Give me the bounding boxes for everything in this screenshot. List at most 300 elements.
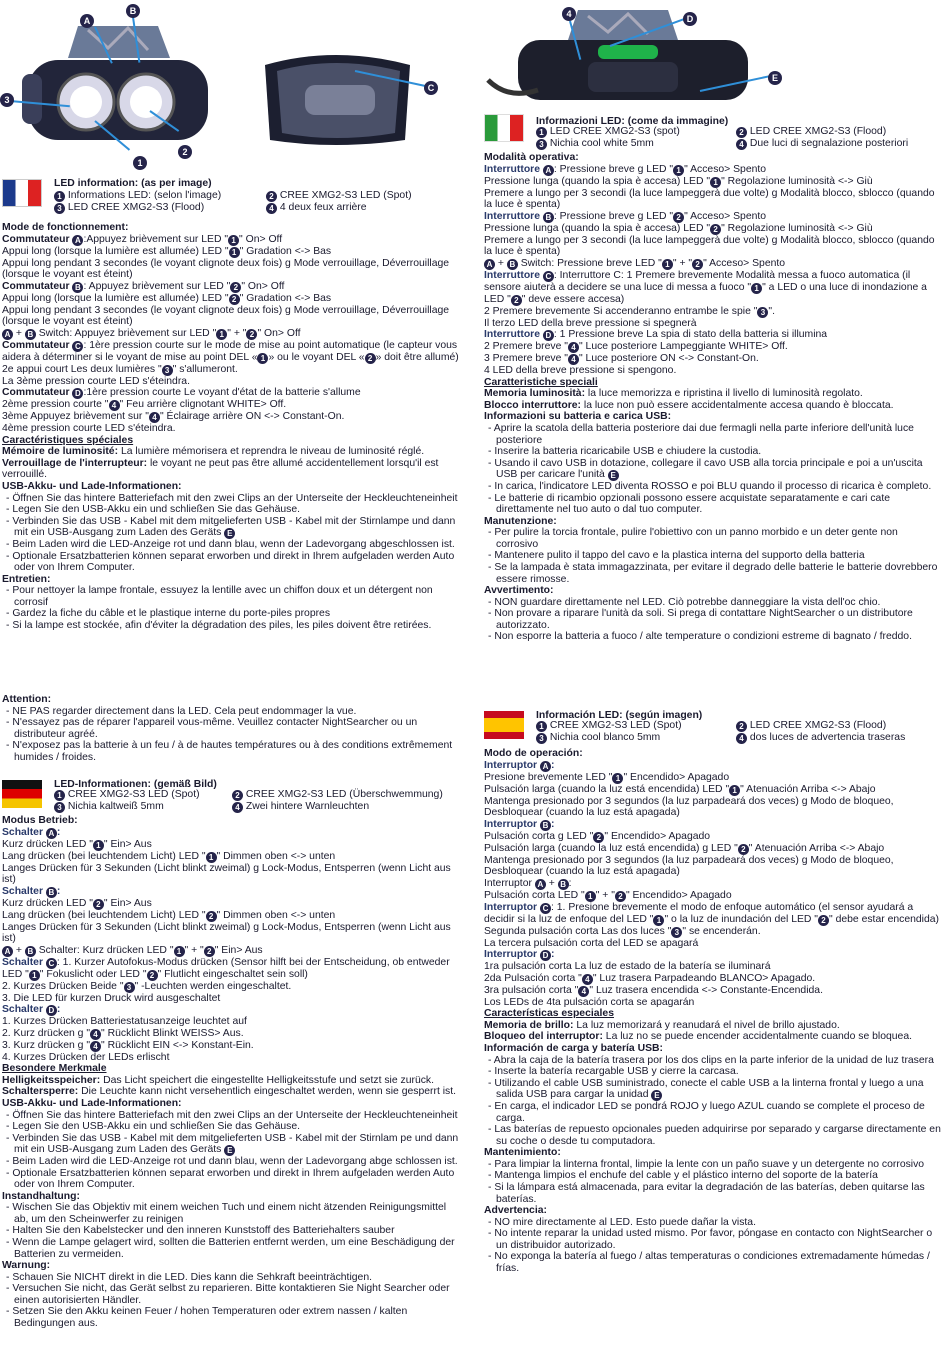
fr-maint-item: - Pour nettoyer la lampe frontale, essuyez la lentille avec un chiffon doux et un détergent non corrosif (6, 585, 433, 608)
de-usb-item: - Optionale Ersatzbatterien können separat erworben und direkt in Ihrem aufgeladen werden Auto oder von Ihrem Computer. (6, 1167, 455, 1191)
fr-warn-item: - N'exposez pas la batterie à un feu / à de hautes températures ou à des conditions extrêmement humides / froides. (6, 740, 453, 763)
num-3-icon: 3 (536, 733, 547, 744)
de-ab-text: " Ein> Aus (214, 944, 263, 956)
es-a-text: Presione brevemente LED " (484, 771, 613, 783)
it-legend-item: Due luci di segnalazione posteriori (749, 138, 909, 149)
fr-usb-item: - Beim Laden wird die LED-Anzeige rot und dann blau, wenn der Ladevorgang abgeschlossen ist. (6, 539, 455, 551)
it-usb-item: - In carica, l'indicatore LED diventa ROSSO e poi BLU quando il processo di ricarica è completo. (488, 481, 932, 493)
num-1-icon: 1 (93, 840, 104, 851)
fr-warn-title: Attention: (2, 694, 52, 705)
de-d-text: 3. Kurz drücken g " (2, 1039, 91, 1051)
fr-a-text: " Gradation <-> Bas (239, 245, 332, 257)
fr-c-text: 2e appui court Les deux lumières " (2, 363, 162, 375)
fr-switch-label: Commutateur (2, 339, 70, 351)
de-c-text: : 1. Kurzer Autofokus-Modus drücken (Sensor hilft bei der Entscheidung, ob entweder LED " (2, 956, 450, 980)
num-2-icon: 2 (266, 191, 277, 202)
it-switch-label: Interruttore (484, 329, 540, 341)
es-d-text: Los LEDs de 4ta pulsación corta se apagarán (484, 996, 695, 1008)
switch-a-icon: A (46, 828, 57, 839)
fr-usb-item: - Legen Sie den USB-Akku ein und schließen Sie das Gehäuse. (6, 504, 301, 516)
switch-d-icon: D (540, 950, 551, 961)
es-d-text: " Luz trasera encendida <-> Constante-Encendida. (589, 984, 823, 996)
es-a-text: " Encendido> Apagado (623, 771, 730, 783)
num-1-icon: 1 (229, 247, 240, 258)
num-1-icon: 1 (751, 283, 762, 294)
it-legend (484, 114, 942, 152)
switch-b-icon: B (25, 946, 36, 957)
switch-a-icon: A (2, 946, 13, 957)
fr-b-text: " Gradation <-> Bas (239, 292, 332, 304)
num-1-icon: 1 (54, 191, 65, 202)
it-d-text: : 1 Pressione breve La spia di stato della batteria si illumina (553, 329, 828, 341)
num-2-icon: 2 (229, 294, 240, 305)
es-b-text: Mantenga presionado por 3 segundos (la luz parpadeará dos veces) g Modo de bloqueo, Desbloquear (cuando la luz está apagada) (484, 854, 894, 878)
fr-warn-item: - NE PAS regarder directement dans la LED. Cela peut endommager la vue. (6, 705, 357, 717)
fr-d-text: " Feu arrière clignotant WHITE> Off. (119, 399, 287, 411)
callout-2-marker: 2 (178, 145, 192, 159)
switch-c-icon: C (540, 903, 551, 914)
it-b-text: : Pressione breve g LED " (553, 210, 674, 222)
es-b-text: " Atenuación Arriba <-> Abajo (748, 842, 885, 854)
it-d-text: " Luce posteriore ON <-> Constant-On. (578, 353, 759, 365)
de-legend-item: CREE XMG2-S3 LED (Spot) (67, 789, 200, 800)
de-d-text: 4. Kurzes Drücken der LEDs erlischt (2, 1051, 170, 1063)
es-usb-item: - Abra la caja de la batería trasera por los dos clips en la parte inferior de la unidad de luz trasera (488, 1054, 934, 1066)
de-legend-item: Nichia kaltweiß 5mm (67, 801, 164, 812)
de-warn-item: - Setzen Sie den Akku keinen Feuer / hohen Temperaturen oder extrem nassen / kalten Bedingungen aus. (6, 1306, 408, 1329)
num-1-icon: 1 (29, 970, 40, 981)
it-d-text: " Luce posteriore Lampeggiante WHITE> Off. (578, 341, 788, 353)
es-mem-label: Memoria de brillo: (484, 1019, 574, 1031)
switch-b-icon: B (46, 887, 57, 898)
fr-b-text: " On> Off (241, 280, 285, 292)
es-mode-title: Modo de operación: (484, 748, 583, 759)
fr-a-text: Appui long (lorsque la lumière est allumée) LED " (2, 245, 229, 257)
fr-lock-text: le voyant ne peut pas être allumé accidentellement lorsqu'il est verrouillé. (2, 457, 439, 481)
fr-usb-item: - Optionale Ersatzbatterien können separat erworben und direkt in Ihrem aufgeladen werden Auto oder von Ihrem Computer. (6, 550, 455, 574)
es-c-text: " se encenderán. (682, 925, 761, 937)
switch-d-icon: D (72, 388, 83, 399)
it-warn-item: - NON guardare direttamente nel LED. Ciò potrebbe danneggiare la vista dell'oc chio. (488, 596, 881, 608)
es-switch-label: Interruptor (484, 818, 538, 830)
num-4-icon: 4 (90, 1041, 101, 1052)
it-mem-text: la luce memorizza e ripristina il livello di luminosità regolato. (585, 388, 863, 400)
num-4-icon: 4 (582, 974, 593, 985)
num-4-icon: 4 (90, 1029, 101, 1040)
switch-b-icon: B (25, 329, 36, 340)
headlamp-top-photo (255, 45, 420, 150)
num-1-icon: 1 (536, 127, 547, 138)
it-maint-title: Manutenzione: (484, 515, 557, 527)
de-switch-label: Schalter (2, 826, 44, 838)
de-maint-item: - Wischen Sie das Objektiv mit einem weichen Tuch und einem nicht ätzenden Reinigungsmittel ab, um den Scheinwerfer zu reinigen (6, 1202, 447, 1225)
it-d-text: 2 Premere breve " (484, 341, 568, 353)
num-4-icon: 4 (266, 203, 277, 214)
fr-usb-item: - Verbinden Sie das USB - Kabel mit dem mitgelieferten USB - Kabel mit der Stirnlampe und dann mit ein USB-Ausgang zum Laden des Geräts (6, 515, 456, 539)
fr-usb-title: USB-Akku- und Lade-Informationen: (2, 481, 182, 493)
switch-a-icon: A (72, 235, 83, 246)
de-a-text: Langes Drücken für 3 Sekunden (Licht blinkt zweimal) g Lock-Modus, Entsperren (wenn Licht aus ist) (2, 862, 451, 886)
de-a-text: " Dimmen oben <-> unten (216, 850, 336, 862)
it-warn-item: - Non provare a riparare l'unità da soli. Si prega di contattare NightSearcher o un distributore autorizzato. (488, 608, 913, 631)
it-d-text: 4 LED della breve pressione si spengono. (484, 365, 677, 377)
num-3-icon: 3 (536, 139, 547, 150)
num-3-icon: 3 (124, 982, 135, 993)
es-spec-title: Características especiales (484, 1008, 614, 1020)
num-2-icon: 2 (673, 212, 684, 223)
it-usb-title: Informazioni su batteria e carica USB: (484, 411, 672, 423)
it-switch-label: Interruttore (484, 163, 540, 175)
num-4-icon: 4 (568, 342, 579, 353)
it-maint-item: - Per pulire la torcia frontale, pulire l'obiettivo con un panno morbido e un deter gente non corrosivo (488, 527, 898, 550)
callout-e-marker: E (768, 71, 782, 85)
de-maint-title: Instandhaltung: (2, 1190, 80, 1202)
es-switch-label: Interruptor (484, 901, 538, 913)
fr-maint-item: - Gardez la fiche du câble et le plastique interne du porte-piles propres (6, 608, 331, 620)
num-4-icon: 4 (736, 733, 747, 744)
it-c-text: Il terzo LED della breve pressione si spegnerà (484, 317, 697, 329)
fr-b-text: : Appuyez brièvement sur LED " (83, 280, 231, 292)
de-switch-label: Schalter (2, 956, 44, 968)
de-lock-text: Die Leuchte kann nicht versehentlich eingeschaltet werden, wenn sie gesperrt ist. (78, 1086, 456, 1098)
it-spec-title: Caratteristiche speciali (484, 376, 598, 388)
fr-b-text: Appui long pendant 3 secondes (le voyant clignote deux fois) g Mode verrouillage, Déverrouillage (lorsque le voyant est éteint) (2, 304, 450, 328)
de-a-text: Lang drücken (bei leuchtendem Licht) LED " (2, 850, 206, 862)
es-maint-title: Mantenimiento: (484, 1147, 561, 1159)
france-flag-icon (2, 179, 42, 207)
it-b-text: " Regolazione luminosità <-> Giù (721, 222, 873, 234)
it-usb-item: - Inserire la batteria ricaricabile USB e chiudere la custodia. (488, 446, 762, 458)
num-3-icon: 3 (54, 203, 65, 214)
fr-a-text: Appui long pendant 3 secondes (le voyant clignote deux fois) g Mode verrouillage, Déverrouillage (lorsque le voyant est éteint) (2, 257, 450, 281)
de-usb-title: USB-Akku- und Lade-Informationen: (2, 1098, 182, 1110)
switch-e-icon: E (608, 470, 619, 481)
es-b-text: Pulsación larga (cuando la luz está encendida) g LED " (484, 842, 738, 854)
switch-a-icon: A (484, 259, 495, 270)
es-warn-item: - No intente reparar la unidad usted mismo. Por favor, póngase en contacto con NightSearcher o un distribuidor autorizado. (488, 1228, 933, 1251)
switch-a-icon: A (535, 879, 546, 890)
de-legend-item: CREE XMG2-S3 LED (Überschwemmung) (245, 789, 443, 800)
de-d-text: " Rücklicht Blinkt WEISS> Aus. (101, 1027, 244, 1039)
num-4-icon: 4 (109, 400, 120, 411)
num-2-icon: 2 (736, 127, 747, 138)
fr-lock-label: Verrouillage de l'interrupteur: (2, 457, 148, 469)
num-1-icon: 1 (585, 891, 596, 902)
num-1-icon: 1 (174, 946, 185, 957)
es-warn-item: - NO mire directamente al LED. Esto puede dañar la vista. (488, 1216, 756, 1228)
it-a-text: " Acceso> Spento (684, 163, 767, 175)
es-b-text: Pulsación corta g LED " (484, 830, 594, 842)
switch-e-icon: E (224, 1145, 235, 1156)
es-mem-text: La luz memorizará y reanudará el nivel de brillo ajustado. (573, 1019, 840, 1031)
num-2-icon: 2 (710, 224, 721, 235)
es-maint-item: - Si la lámpara está almacenada, para evitar la degradación de las baterías, deben quitarse las baterías. (488, 1182, 925, 1205)
it-ab-text: Switch: Pressione breve LED " (517, 257, 662, 269)
switch-b-icon: B (72, 282, 83, 293)
es-lock-text: La luz no se puede encender accidentalmente cuando se bloquea. (602, 1031, 912, 1043)
fr-switch-label: Commutateur (2, 280, 70, 292)
de-b-text: " Ein> Aus (103, 897, 152, 909)
num-3-icon: 3 (54, 802, 65, 813)
es-ab-text: " + " (595, 889, 615, 901)
de-b-text: " Dimmen oben <-> unten (216, 909, 336, 921)
it-a-text: Pressione lunga (quando la spia è accesa) LED " (484, 175, 711, 187)
fr-c-text: : 1ère pression courte sur le mode de mise au point automatique (le capteur vous aidera à déterminer si le voyant de mise au point DEL « (2, 339, 458, 363)
de-warn-title: Warnung: (2, 1260, 51, 1272)
es-d-text: 2da Pulsación corta " (484, 972, 582, 984)
fr-ab-text: " On> Off (257, 327, 301, 339)
es-legend-item: dos luces de advertencia traseras (749, 732, 906, 743)
fr-legend-title: LED information: (as per image) (54, 178, 212, 189)
it-c-text: " a LED o una luce di inondazione a LED " (484, 281, 927, 305)
es-ab-text: Interruptor (484, 877, 532, 889)
de-maint-item: - Halten Sie den Kabelstecker und den inneren Kunststoff des Batteriehalters sauber (6, 1225, 395, 1237)
num-1-icon: 1 (216, 329, 227, 340)
fr-d-text: 2ème pression courte " (2, 399, 109, 411)
it-mode-title: Modalità operativa: (484, 152, 579, 163)
it-maint-item: - Mantenere pulito il tappo del cavo e la plastica interna del supporto della batteria (488, 550, 865, 562)
num-2-icon: 2 (230, 282, 241, 293)
it-c-text: " deve essere accesa) (521, 293, 625, 305)
fr-c-text: " s'allumeront. (172, 363, 238, 375)
callout-b-marker: B (126, 4, 140, 18)
fr-mem-label: Mémoire de luminosité: (2, 446, 119, 458)
de-mem-text: Das Licht speichert die eingestellte Helligkeitsstufe und setzt sie zurück. (100, 1074, 435, 1086)
fr-a-text: " On> Off (239, 233, 283, 245)
de-a-text: Kurz drücken LED " (2, 838, 93, 850)
es-c-text: Segunda pulsación corta Las dos luces " (484, 925, 672, 937)
de-c-text: " -Leuchten werden eingeschaltet. (134, 980, 292, 992)
it-c-text: 2 Premere brevemente Si accenderanno entrambe le spie " (484, 305, 758, 317)
switch-b-icon: B (543, 212, 554, 223)
fr-legend-item: Informations LED: (selon l'image) (67, 190, 222, 201)
it-usb-item: - Le batterie di ricambio opzionali possono essere acquistate separatamente e cari cate direttamente nel tuo auto o dal tuo computer. (488, 492, 890, 516)
de-warn-item: - Schauen Sie NICHT direkt in die LED. Dies kann die Sehkraft beeinträchtigen. (6, 1271, 372, 1283)
de-d-text: 2. Kurz drücken g " (2, 1027, 91, 1039)
german-section: LED-Informationen: (gemäß Bild) 1 CREE XMG2-S3 LED (Spot) 2 CREE XMG2-S3 LED (Überschwemmung) 3 Nichia kaltweiß 5mm 4 Zwei hintere Warnleuchten Modus Betrieb: Schalter A : Kurz drücken LED " 1 " Ein> Aus Lang drücken (bei leuchtendem Licht) LED " 1 " Dimmen oben <-> unten Langes Drücken für 3 Sekunden (Licht blinkt zweimal) g Lock-Modus, Entsperren (wenn Licht aus ist) Schalter B : Kurz drücken LED " 2 " Ein> Aus Lang drücken (bei leuchtendem Licht) LED " 2 " Dimmen oben <-> unten Langes Drücken für 3 Sekunden (Licht blinkt zweimal) g Lock-Modus, Entsperren (wenn Licht aus ist) A + B Schalter: Kurz drücken LED " 1 " + " 2 " Ein> Aus Schalter C : 1. Kurzer Autofokus-Modus drücken (Sensor hilft bei der Entscheidung, ob entweder LED " 1 " Fokuslicht oder LED " 2 " Flutlicht eingeschaltet sein soll) 2. Kurzes Drücken Beide " 3 " -Leuchten werden eingeschaltet. 3. Die LED für kurzen Druck wird ausgeschaltet Schalter D : 1. Kurzes Drücken Batteriestatusanzeige leuchtet auf 2. Kurz drücken g " 4 " Rücklicht Blinkt WEISS> Aus. 3. Kurz drücken g " 4 " Rücklicht EIN <-> Konstant-Ein. 4. Kurzes Drücken der LEDs erlischt Besondere Merkmale Helligkeitsspeicher: Das Licht speichert die eingestellte Helligkeitsstufe und setzt sie zurück. Schaltersperre: Die Leuchte kann nicht versehentlich eingeschaltet werden, wenn sie gesperrt ist. USB-Akku- und Lade-Informationen: - Öffnen Sie das hintere Batteriefach mit den zwei Clips an der Unterseite der Heckleuchteneinheit - Legen Sie den USB-Akku ein und schließen Sie das Gehäuse. - Verbinden Sie das USB - Kabel mit dem mitgelieferten USB - Kabel mit der Stirnlam pe und dann mit ein USB-Ausgang zum Laden des Geräts E - Beim Laden wird die LED-Anzeige rot und dann blau, wenn der Ladevorgang abge schlossen ist. - Optionale Ersatzbatterien können separat erworben und direkt in Ihrem aufgeladen werden Auto oder von Ihrem Computer. Instandhaltung: - Wischen Sie das Objektiv mit einem weichen Tuch und einem nicht ätzenden Reinigungsmittel ab, um den Scheinwerfer zu reinigen - Halten Sie den Kabelstecker und den inneren Kunststoff des Batteriehalters sauber - Wenn die Lampe gelagert wird, sollten die Batterien entfernt werden, um eine Beschädigung der Batterien zu vermeiden. Warnung: - Schauen Sie NICHT direkt in die LED. Dies kann die Sehkraft beeinträchtigen. - Versuchen Sie nicht, das Gerät selbst zu reparieren. Bitte kontaktieren Sie Night Searcher oder einen autorisierten Händler. - Setzen Sie den Akku keinen Feuer / hohen Temperaturen oder extrem nassen / kalten Bedingungen aus. (2, 779, 459, 1329)
es-ab-text: Pulsación corta LED " (484, 889, 585, 901)
it-ab-text: " Acceso> Spento (703, 257, 786, 269)
it-b-text: Pressione lunga (quando la spia è accesa) LED " (484, 222, 711, 234)
it-ab-text: " + " (672, 257, 693, 269)
switch-b-icon: B (507, 259, 518, 270)
italian-section: Informazioni LED: (come da immagine) 1 LED CREE XMG2-S3 (spot) 2 LED CREE XMG2-S3 (Flood) 3 Nichia cool white 5mm 4 Due luci di segnalazione posteriori Modalità operativa: Interruttore A : Pressione breve g LED " 1 " Acceso> Spento Pressione lunga (quando la spia è accesa) LED " 1 " Regolazione luminosità <-> Giù Premere a lungo per 3 secondi (la luce lampeggerà due volte) g Modalità blocco, sblocco (quando la luce è spenta) Interruttore B : Pressione breve g LED " 2 " Acceso> Spento Pressione lunga (quando la spia è accesa) LED " 2 " Regolazione luminosità <-> Giù Premere a lungo per 3 secondi (la luce lampeggerà due volte) g Modalità blocco, sblocco (quando la luce è spenta) A + B Switch: Pressione breve LED " 1 " + " 2 " Acceso> Spento Interruttore C : Interruttore C: 1 Premere brevemente Modalità messa a fuoco automatica (il sensore aiuterà a decidere se una luce di messa a fuoco " 1 " a LED o una luce di inondazione a LED " 2 " deve essere accesa) 2 Premere brevemente Si accenderanno entrambe le spie " 3 ". Il terzo LED della breve pressione si spegnerà Interruttore D : 1 Pressione breve La spia di stato della batteria si illumina 2 Premere breve " 4 " Luce posteriore Lampeggiante WHITE> Off. 3 Premere breve " 4 " Luce posteriore ON <-> Constant-On. 4 LED della breve pressione si spengono. Caratteristiche speciali Memoria luminosità: la luce memorizza e ripristina il livello di luminosità regolato. Blocco interruttore: la luce non può essere accidentalmente accesa quando è bloccata. Informazioni su batteria e carica USB: - Aprire la scatola della batteria posteriore dai due fermagli nella parte inferiore dell'unità luce posteriore - Inserire la batteria ricaricabile USB e chiudere la custodia. - Usando il cavo USB in dotazione, collegare il cavo USB alla torcia principale e poi a un'uscita USB per caricare l'unità E - In carica, l'indicatore LED diventa ROSSO e poi BLU quando il processo di ricarica è completo. - Le batterie di ricambio opzionali possono essere acquistate separatamente e cari cate direttamente nel tuo auto o dal tuo computer. Manutenzione: - Per pulire la torcia frontale, pulire l'obiettivo con un panno morbido e un deter gente non corrosivo - Mantenere pulito il tappo del cavo e la plastica interna del supporto della batteria - Se la lampada è stata immagazzinata, per evitare il degrado delle batterie le batterie dovrebbero essere rimosse. Avvertimento: - NON guardare direttamente nel LED. Ciò potrebbe danneggiare la vista dell'oc chio. - Non provare a riparare l'unità da soli. Si prega di contattare NightSearcher o un distributore autorizzato. - Non esporre la batteria a fuoco / alte temperature o condizioni estreme di bagnato / freddo. (484, 114, 942, 643)
rear-light-photo (478, 10, 778, 110)
switch-c-icon: C (72, 341, 83, 352)
de-spec-title: Besondere Merkmale (2, 1063, 107, 1075)
de-c-text: " Flutlicht eingeschaltet sein soll) (157, 968, 308, 980)
fr-d-text: :1ère pression courte Le voyant d'état de la batterie s'allume (83, 387, 361, 399)
switch-c-icon: C (46, 958, 57, 969)
num-4-icon: 4 (568, 354, 579, 365)
num-3-icon: 3 (671, 927, 682, 938)
es-warn-title: Advertencia: (484, 1205, 547, 1217)
num-4-icon: 4 (736, 139, 747, 150)
es-d-text: 1ra pulsación corta La luz de estado de la batería se iluminará (484, 961, 771, 973)
de-mode-title: Modus Betrieb: (2, 815, 78, 826)
fr-legend-item: LED CREE XMG2-S3 (Flood) (67, 202, 205, 213)
de-usb-item: - Öffnen Sie das hintere Batteriefach mit den zwei Clips an der Unterseite der Heckleuchteneinheit (6, 1109, 458, 1121)
de-c-text: 2. Kurzes Drücken Beide " (2, 980, 124, 992)
it-lock-text: la luce non può essere accidentalmente accesa quando è bloccata. (581, 399, 894, 411)
num-1-icon: 1 (662, 259, 673, 270)
de-d-text: " Rücklicht EIN <-> Konstant-Ein. (101, 1039, 254, 1051)
it-mem-label: Memoria luminosità: (484, 388, 586, 400)
num-4-icon: 4 (149, 412, 160, 423)
es-c-text: La tercera pulsación corta del LED se apagará (484, 937, 699, 949)
callout-c-marker: C (424, 81, 438, 95)
fr-d-text: 3ème Appuyez brièvement sur " (2, 411, 149, 423)
num-1-icon: 1 (653, 915, 664, 926)
num-2-icon: 2 (204, 946, 215, 957)
it-a-text: : Pressione breve g LED " (553, 163, 674, 175)
num-3-icon: 3 (162, 365, 173, 376)
num-1-icon: 1 (673, 165, 684, 176)
num-2-icon: 2 (93, 899, 104, 910)
es-warn-item: - No exponga la batería al fuego / altas temperaturas o condiciones extremadamente húmedas / frías. (488, 1251, 930, 1274)
it-legend-item: LED CREE XMG2-S3 (Flood) (749, 126, 887, 137)
es-lock-label: Bloqueo del interruptor: (484, 1031, 603, 1043)
es-usb-title: Información de carga y batería USB: (484, 1043, 664, 1055)
num-1-icon: 1 (612, 773, 623, 784)
callout-d-marker: D (683, 12, 697, 26)
fr-mode-title: Mode de fonctionnement: (2, 222, 129, 233)
de-usb-item: - Legen Sie den USB-Akku ein und schließen Sie das Gehäuse. (6, 1121, 301, 1133)
it-legend-item: LED CREE XMG2-S3 (spot) (549, 126, 680, 137)
es-a-text: Mantenga presionado por 3 segundos (la luz parpadeará dos veces) g Modo de bloqueo, Desbloquear (cuando la luz está apagada) (484, 795, 894, 819)
it-lock-label: Blocco interruttore: (484, 399, 581, 411)
fr-ab-text: Switch: Appuyez brièvement sur LED " (35, 327, 217, 339)
it-usb-item: - Usando il cavo USB in dotazione, collegare il cavo USB alla torcia principale e poi a un'uscita USB per caricare l'unità (488, 457, 923, 481)
de-c-text: 3. Die LED für kurzen Druck wird ausgeschaltet (2, 992, 221, 1004)
de-b-text: Kurz drücken LED " (2, 897, 93, 909)
de-mem-label: Helligkeitsspeicher: (2, 1074, 101, 1086)
de-a-text: " Ein> Aus (103, 838, 152, 850)
switch-e-icon: E (651, 1090, 662, 1101)
switch-e-icon: E (224, 528, 235, 539)
num-2-icon: 2 (738, 844, 749, 855)
it-warn-item: - Non esporre la batteria a fuoco / alte temperature o condizioni estreme di bagnato / freddo. (488, 631, 912, 643)
fr-legend-item: CREE XMG2-S3 LED (Spot) (279, 190, 412, 201)
it-b-text: " Acceso> Spento (684, 210, 767, 222)
switch-c-icon: C (543, 271, 554, 282)
germany-flag-icon (2, 780, 42, 808)
num-2-icon: 2 (818, 915, 829, 926)
num-2-icon: 2 (511, 295, 522, 306)
es-legend-item: CREE XMG2-S3 LED (Spot) (549, 720, 682, 731)
num-2-icon: 2 (593, 832, 604, 843)
switch-a-icon: A (543, 165, 554, 176)
num-1-icon: 1 (710, 177, 721, 188)
es-a-text: " Atenuación Arriba <-> Abajo (740, 783, 876, 795)
de-b-text: Lang drücken (bei leuchtendem Licht) LED " (2, 909, 206, 921)
es-switch-label: Interruptor (484, 759, 538, 771)
it-b-text: Premere a lungo per 3 secondi (la luce lampeggerà due volte) g Modalità blocco, sblocco (quando la luce è spenta) (484, 234, 935, 258)
fr-warning-section (2, 694, 460, 763)
spanish-section: Información LED: (según imagen) 1 CREE XMG2-S3 LED (Spot) 2 LED CREE XMG2-S3 (Flood) 3 Nichia cool blanco 5mm 4 dos luces de advertencia traseras Modo de operación: Interruptor A : Presione brevemente LED " 1 " Encendido> Apagado Pulsación larga (cuando la luz está encendida) LED " 1 " Atenuación Arriba <-> Abajo Mantenga presionado por 3 segundos (la luz parpadeará dos veces) g Modo de bloqueo, Desbloquear (cuando la luz está apagada) Interruptor B : Pulsación corta g LED " 2 " Encendido> Apagado Pulsación larga (cuando la luz está encendida) g LED " 2 " Atenuación Arriba <-> Abajo Mantenga presionado por 3 segundos (la luz parpadeará dos veces) g Modo de bloqueo, Desbloquear (cuando la luz está apagada) Interruptor A + B : Pulsación corta LED " 1 " + " 2 " Encendido> Apagado Interruptor C : 1. Presione brevemente el modo de enfoque automático (el sensor ayudará a decidir si la luz de enfoque del LED " 1 " o la luz de inundación del LED " 2 " debe estar encendida) Segunda pulsación corta Las dos luces " 3 " se encenderán. La tercera pulsación corta del LED se apagará Interruptor D : 1ra pulsación corta La luz de estado de la batería se iluminará 2da Pulsación corta " 4 " Luz trasera Parpadeando BLANCO> Apagado. 3ra pulsación corta " 4 " Luz trasera encendida <-> Constante-Encendida. Los LEDs de 4ta pulsación corta se apagarán Características especiales Memoria de brillo: La luz memorizará y reanudará el nivel de brillo ajustado. Bloqueo del interruptor: La luz no se puede encender accidentalmente cuando se bloquea. Información de carga y batería USB: - Abra la caja de la batería trasera por los dos clips en la parte inferior de la unidad de luz trasera - Inserte la batería recargable USB y cierre la carcasa. - Utilizando el cable USB suministrado, conecte el cable USB a la linterna frontal y luego a una salida USB para cargar la unidad E - En carga, el indicador LED se pondrá ROJO y luego AZUL cuando se complete el proceso de carga. - Las baterías de repuesto opcionales pueden adquirirse por separado y cargarse directamente en su coche o desde tu computadora. Mantenimiento: - Para limpiar la linterna frontal, limpie la lente con un paño suave y un detergente no corrosivo - Mantenga limpios el enchufe del cable y el plástico interno del soporte de la batería - Si la lámpara está almacenada, para evitar la degradación de las baterías, deben quitarse las baterías. Advertencia: - NO mire directamente al LED. Esto puede dañar la vista. - No intente reparar la unidad usted mismo. Por favor, póngase en contacto con NightSearcher o un distribuidor autorizado. - No exponga la batería al fuego / altas temperaturas o condiciones extremadamente húmedas / frías. (484, 710, 941, 1274)
es-usb-item: - Las baterías de repuesto opcionales pueden adquirirse por separado y cargarse directamente en su coche o desde tu computadora. (488, 1124, 941, 1147)
it-maint-item: - Se la lampada è stata immagazzinata, per evitare il degrado delle batterie le batterie dovrebbero essere rimosse. (488, 562, 938, 585)
de-usb-item: - Verbinden Sie das USB - Kabel mit dem mitgelieferten USB - Kabel mit der Stirnlam pe und dann mit ein USB-Ausgang zum Laden des Geräts (6, 1132, 459, 1156)
num-1-icon: 1 (54, 790, 65, 801)
it-a-text: " Regolazione luminosità <-> Giù (721, 175, 873, 187)
es-a-text: Pulsación larga (cuando la luz está encendida) LED " (484, 783, 730, 795)
de-legend (2, 777, 460, 815)
es-switch-label: Interruptor (484, 949, 538, 961)
es-maint-item: - Para limpiar la linterna frontal, limpie la lente con un paño suave y un detergente no corrosivo (488, 1158, 925, 1170)
es-c-text: " o la luz de inundación del LED " (664, 913, 818, 925)
it-switch-label: Interruttore (484, 210, 540, 222)
callout-a-marker: A (80, 14, 94, 28)
es-legend-item: Nichia cool blanco 5mm (549, 732, 661, 743)
switch-d-icon: D (543, 330, 554, 341)
switch-a-icon: A (2, 329, 13, 340)
headlamp-front-photo (8, 18, 218, 148)
num-1-icon: 1 (257, 353, 268, 364)
fr-b-text: Appui long (lorsque la lumière est allumée) LED " (2, 292, 229, 304)
fr-legend-item: 4 deux feux arrière (279, 202, 367, 213)
fr-switch-label: Commutateur (2, 233, 70, 245)
es-d-text: " Luz trasera Parpadeando BLANCO> Apagado. (592, 972, 816, 984)
num-1-icon: 1 (228, 235, 239, 246)
de-maint-item: - Wenn die Lampe gelagert wird, sollten die Batterien entfernt werden, um eine Beschädigung der Batterien zu vermeiden. (6, 1237, 455, 1260)
de-ab-text: " + " (184, 944, 204, 956)
num-2-icon: 2 (365, 353, 376, 364)
es-ab-text: " Encendido> Apagado (625, 889, 732, 901)
de-switch-label: Schalter (2, 885, 44, 897)
de-warn-item: - Versuchen Sie nicht, das Gerät selbst zu reparieren. Bitte kontaktieren Sie Night Searcher oder einen autorisierten Händler. (6, 1283, 450, 1306)
num-1-icon: 1 (536, 721, 547, 732)
de-legend-item: Zwei hintere Warnleuchten (245, 801, 370, 812)
callout-3-marker: 3 (0, 93, 14, 107)
es-usb-item: - En carga, el indicador LED se pondrá ROJO y luego AZUL cuando se complete el proceso de carga. (488, 1101, 925, 1124)
switch-b-icon: B (540, 820, 551, 831)
fr-spec-title: Caractéristiques spéciales (2, 434, 134, 446)
es-b-text: " Encendido> Apagado (604, 830, 711, 842)
num-1-icon: 1 (729, 785, 740, 796)
callout-4-marker: 4 (562, 7, 576, 21)
it-c-text: : Interruttore C: 1 Premere brevemente Modalità messa a fuoco automatica (il sensore aiuterà a decidere se una luce di messa a fuoco " (484, 269, 911, 293)
french-section: LED information: (as per image) 1 Informations LED: (selon l'image) 2 CREE XMG2-S3 LED (Spot) 3 LED CREE XMG2-S3 (Flood) 4 4 deux feux arrière Mode de fonctionnement: Commutateur A :Appuyez brièvement sur LED " 1 " On> Off Appui long (lorsque la lumière est allumée) LED " 1 " Gradation <-> Bas Appui long pendant 3 secondes (le voyant clignote deux fois) g Mode verrouillage, Déverrouillage (lorsque le voyant est éteint) Commutateur B : Appuyez brièvement sur LED " 2 " On> Off Appui long (lorsque la lumière est allumée) LED " 2 " Gradation <-> Bas Appui long pendant 3 secondes (le voyant clignote deux fois) g Mode verrouillage, Déverrouillage (lorsque le voyant est éteint) A + B Switch: Appuyez brièvement sur LED " 1 " + " 2 " On> Off Commutateur C : 1ère pression courte sur le mode de mise au point automatique (le capteur vous aidera à déterminer si le voyant de mise au point DEL « 1 » ou le voyant DEL « 2 » doit être allumé) 2e appui court Les deux lumières " 3 " s'allumeront. La 3ème pression courte LED s'éteindra. Commutateur D :1ère pression courte Le voyant d'état de la batterie s'allume 2ème pression courte " 4 " Feu arrière clignotant WHITE> Off. 3ème Appuyez brièvement sur " 4 " Éclairage arrière ON <-> Constant-On. 4ème pression courte LED s'éteindra. Caractéristiques spéciales Mémoire de luminosité: La lumière mémorisera et reprendra le niveau de luminosité réglé. Verrouillage de l'interrupteur: le voyant ne peut pas être allumé accidentellement lorsqu'il est verrouillé. USB-Akku- und Lade-Informationen: - Öffnen Sie das hintere Batteriefach mit den zwei Clips an der Unterseite der Heckleuchteneinheit - Legen Sie den USB-Akku ein und schließen Sie das Gehäuse. - Verbinden Sie das USB - Kabel mit dem mitgelieferten USB - Kabel mit der Stirnlampe und dann mit ein USB-Ausgang zum Laden des Geräts E - Beim Laden wird die LED-Anzeige rot und dann blau, wenn der Ladevorgang abgeschlossen ist. - Optionale Ersatzbatterien können separat erworben und direkt in Ihrem aufgeladen werden Auto oder von Ihrem Computer. Entretien: - Pour nettoyer la lampe frontale, essuyez la lentille avec un chiffon doux et un détergent non corrosif - Gardez la fiche du câble et le plastique interne du porte-piles propres - Si la lampe est stockée, afin d'éviter la dégradation des piles, les piles doivent être retirées. (2, 178, 459, 632)
fr-maint-item: - Si la lampe est stockée, afin d'éviter la dégradation des piles, les piles doivent être retirées. (6, 620, 432, 632)
de-b-text: Langes Drücken für 3 Sekunden (Licht blinkt zweimal) g Lock-Modus, Entsperren (wenn Licht aus ist) (2, 921, 451, 945)
fr-c-text: » ou le voyant DEL « (268, 351, 365, 363)
de-d-text: 1. Kurzes Drücken Batteriestatusanzeige leuchtet auf (2, 1016, 247, 1028)
es-usb-item: - Utilizando el cable USB suministrado, conecte el cable USB a la linterna frontal y luego a una salida USB para cargar la unidad (488, 1077, 924, 1101)
num-2-icon: 2 (206, 911, 217, 922)
spain-flag-icon (484, 711, 524, 739)
es-c-text: " debe estar encendida) (829, 913, 939, 925)
de-usb-item: - Beim Laden wird die LED-Anzeige rot und dann blau, wenn der Ladevorgang abge schlossen ist. (6, 1156, 458, 1168)
it-warn-title: Avvertimento: (484, 585, 554, 597)
fr-d-text: 4ème pression courte LED s'éteindra. (2, 423, 176, 435)
switch-a-icon: A (540, 761, 551, 772)
fr-a-text: :Appuyez brièvement sur LED " (83, 233, 229, 245)
de-ab-text: Schalter: Kurz drücken LED " (35, 944, 174, 956)
it-a-text: Premere a lungo per 3 secondi (la luce lampeggerà due volte) g Modalità blocco, sblocco (quando la luce è spenta) (484, 187, 935, 211)
de-switch-label: Schalter (2, 1004, 44, 1016)
it-d-text: 3 Premere breve " (484, 353, 568, 365)
it-legend-title: Informazioni LED: (come da immagine) (536, 116, 729, 127)
es-legend-item: LED CREE XMG2-S3 (Flood) (749, 720, 887, 731)
fr-maint-title: Entretien: (2, 573, 51, 585)
fr-mem-text: La lumière mémorisera et reprendra le niveau de luminosité réglé. (118, 446, 425, 458)
fr-usb-item: - Öffnen Sie das hintere Batteriefach mit den zwei Clips an der Unterseite der Heckleuchteneinheit (6, 492, 458, 504)
switch-d-icon: D (46, 1005, 57, 1016)
callout-1-marker: 1 (133, 156, 147, 170)
num-2-icon: 2 (615, 891, 626, 902)
it-c-text: ". (768, 305, 775, 317)
